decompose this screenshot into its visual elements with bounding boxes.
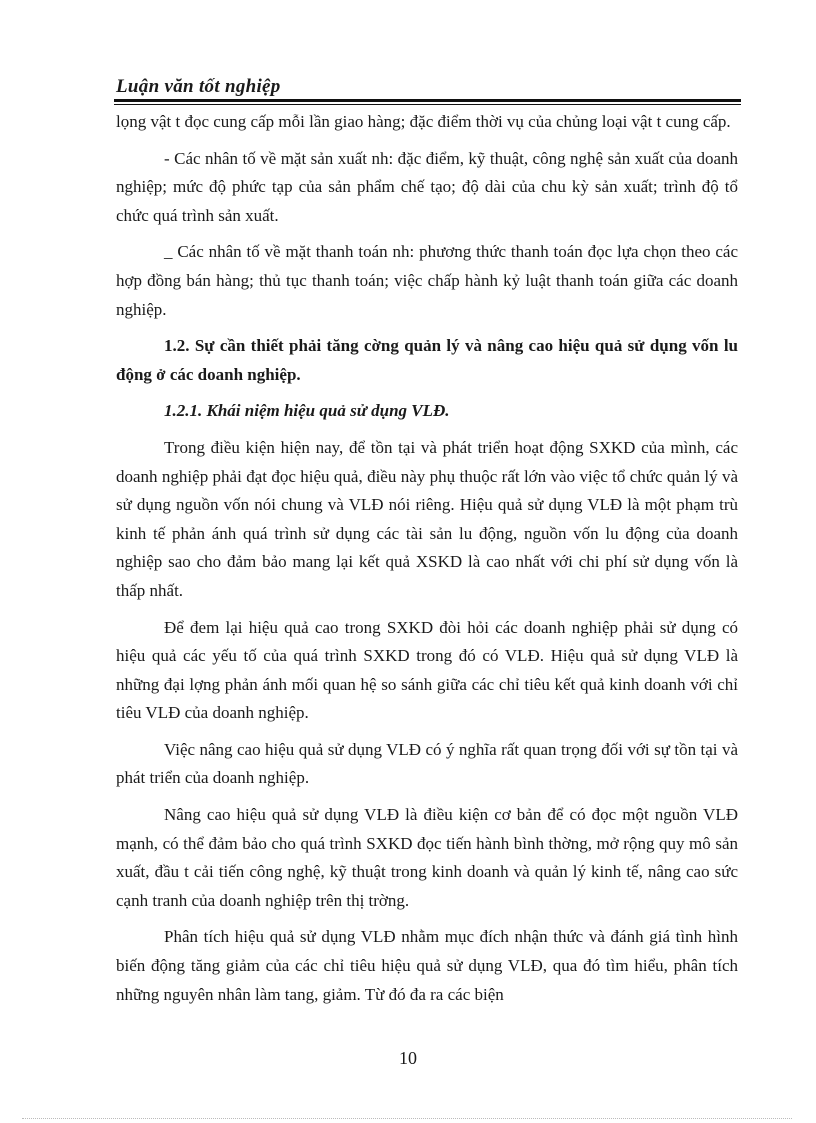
- body-text: [116, 108, 738, 1017]
- paragraph-concept: Trong điều kiện hiện nay, để tồn tại và phát triển hoạt động SXKD của mình, các doanh nghiệp phải đạt đọc hiệu quả, điều này phụ thuộc rất lớn vào việc tổ chức quản lý và sử dụng nguồn vốn nói chung và VLĐ nói riêng. Hiệu quả sử dụng VLĐ là một phạm trù kinh tế phản ánh quá trình sử dụng các tài sản lu động, nguồn vốn lu động của doanh nghiệp sao cho đảm bảo mang lại kết quả XSKD là cao nhất với chi phí sử dụng vốn là thấp nhất.: [116, 437, 738, 600]
- page-bottom-edge: [22, 1118, 792, 1119]
- paragraph-continuation: lọng vật t đọc cung cấp mỗi lần giao hàng; đặc điểm thời vụ của chủng loại vật t cung cấp.: [116, 112, 731, 131]
- paragraph-analysis: Phân tích hiệu quả sử dụng VLĐ nhằm mục đích nhận thức và đánh giá tình hình biến động tăng giảm của các chỉ tiêu hiệu quả sử dụng VLĐ, qua đó tìm hiểu, phân tích những nguyên nhân làm tang, giảm. Từ đó đa ra các biện: [116, 927, 738, 1004]
- header-rule-thick: [114, 99, 741, 102]
- subsection-heading: 1.2.1. Khái niệm hiệu quả sử dụng VLĐ.: [164, 401, 450, 421]
- paragraph-efficiency: Để đem lại hiệu quả cao trong SXKD đòi hỏi các doanh nghiệp phải sử dụng có hiệu quả các yếu tố của quá trình SXKD trong đó có VLĐ. Hiệu quả sử dụng VLĐ là những đại lợng phản ánh mối quan hệ so sánh giữa các chỉ tiêu kết quả kinh doanh với chỉ tiêu VLĐ của doanh nghiệp.: [116, 617, 738, 723]
- paragraph-importance: Việc nâng cao hiệu quả sử dụng VLĐ có ý nghĩa rất quan trọng đối với sự tồn tại và phát triển của doanh nghiệp.: [116, 739, 738, 788]
- paragraph-payment-factors: _ Các nhân tố về mặt thanh toán nh: phương thức thanh toán đọc lựa chọn theo các hợp đồng bán hàng; thủ tục thanh toán; việc chấp hành kỷ luật thanh toán giữa các doanh nghiệp.: [116, 242, 738, 319]
- running-header: Luận văn tốt nghiệp: [116, 76, 281, 97]
- page-number: 10: [399, 1048, 417, 1068]
- section-heading: 1.2. Sự cần thiết phải tăng cờng quản lý và nâng cao hiệu quả sử dụng vốn lu động ở các doanh nghiệp.: [116, 336, 738, 384]
- header-rule-thin: [114, 104, 741, 105]
- paragraph-production-factors: - Các nhân tố về mặt sản xuất nh: đặc điểm, kỹ thuật, công nghệ sản xuất của doanh nghiệp; mức độ phức tạp của sản phẩm chế tạo; độ dài của chu kỳ sản xuất; trình độ tổ chức quá trình sản xuất.: [116, 148, 738, 225]
- paragraph-conditions: Nâng cao hiệu quả sử dụng VLĐ là điều kiện cơ bản để có đọc một nguồn VLĐ mạnh, có thể đảm bảo cho quá trình SXKD đọc tiến hành bình thờng, mở rộng quy mô sản xuất, đầu t cải tiến công nghệ, kỹ thuật trong kinh doanh và quản lý kinh tế, nâng cao sức cạnh tranh của doanh nghiệp trên thị trờng.: [116, 805, 738, 910]
